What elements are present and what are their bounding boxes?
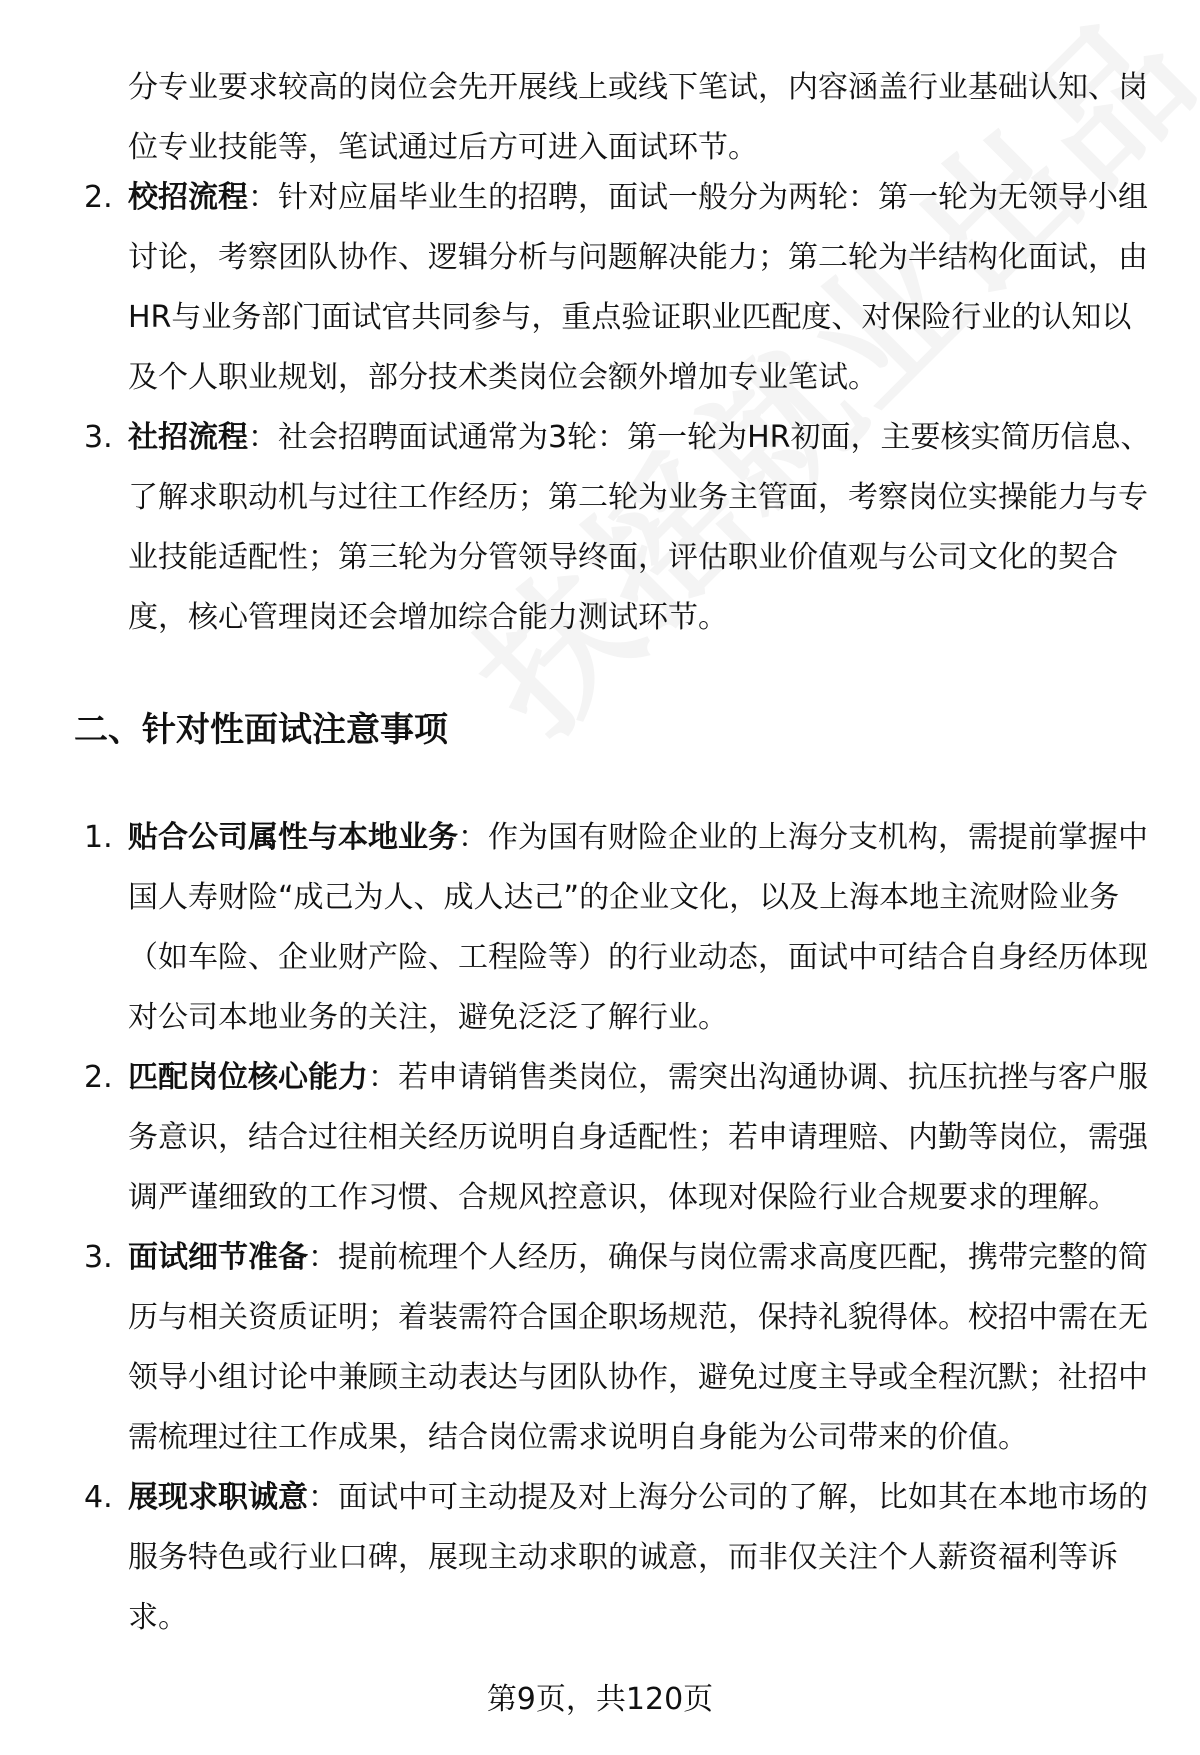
continuation-paragraph: 分专业要求较高的岗位会先开展线上或线下笔试，内容涵盖行业基础认知、岗位专业技能等，笔试通过后方可进入面试环节。 xyxy=(128,70,1148,165)
list-item xyxy=(0,1048,1158,1228)
list-text: 提前梳理个人经历，确保与岗位需求高度匹配，携带完整的简历与相关资质证明；着装需符合国企职场规范，保持礼貌得体。校招中需在无领导小组讨论中兼顾主动表达与团队协作，避免过度主导或全程沉默；社招中需梳理过往工作成果，结合岗位需求说明自身能为公司带来的价值。 xyxy=(128,1240,1148,1455)
page-number-footer: 第9页，共120页 xyxy=(486,1682,714,1717)
list-number: 2. xyxy=(84,1060,113,1095)
interview-notes-list xyxy=(0,808,1200,1648)
list-number: 2. xyxy=(84,180,113,215)
list-term: 社招流程 xyxy=(128,420,248,455)
list-number: 3. xyxy=(84,420,113,455)
list-separator: ： xyxy=(308,1480,338,1515)
list-term: 贴合公司属性与本地业务 xyxy=(128,820,458,855)
list-separator: ： xyxy=(308,1240,338,1275)
list-number: 3. xyxy=(84,1240,113,1275)
recruitment-process-list xyxy=(0,168,1200,648)
list-term: 匹配岗位核心能力 xyxy=(128,1060,368,1095)
list-number: 4. xyxy=(84,1480,113,1515)
list-text: 面试中可主动提及对上海分公司的了解，比如其在本地市场的服务特色或行业口碑，展现主动求职的诚意，而非仅关注个人薪资福利等诉求。 xyxy=(128,1480,1148,1635)
list-number: 1. xyxy=(84,820,113,855)
list-separator: ： xyxy=(368,1060,398,1095)
list-item xyxy=(0,168,1158,408)
list-text: 社会招聘面试通常为3轮：第一轮为HR初面，主要核实简历信息、了解求职动机与过往工作经历；第二轮为业务主管面，考察岗位实操能力与专业技能适配性；第三轮为分管领导终面，评估职业价值观与公司文化的契合度，核心管理岗还会增加综合能力测试环节。 xyxy=(128,420,1151,635)
list-item xyxy=(0,408,1158,648)
list-term: 展现求职诚意 xyxy=(128,1480,308,1515)
list-separator: ： xyxy=(248,420,278,455)
section-heading: 二、针对性面试注意事项 xyxy=(74,710,448,750)
list-term: 面试细节准备 xyxy=(128,1240,308,1275)
list-term: 校招流程 xyxy=(128,180,248,215)
list-separator: ： xyxy=(248,180,278,215)
list-text: 若申请销售类岗位，需突出沟通协调、抗压抗挫与客户服务意识，结合过往相关经历说明自身适配性；若申请理赔、内勤等岗位，需强调严谨细致的工作习惯、合规风控意识，体现对保险行业合规要求的理解。 xyxy=(128,1060,1148,1215)
list-item xyxy=(0,1228,1158,1468)
list-text: 作为国有财险企业的上海分支机构，需提前掌握中国人寿财险“成己为人、成人达己”的企业文化，以及上海本地主流财险业务（如车险、企业财产险、工程险等）的行业动态，面试中可结合自身经历体现对公司本地业务的关注，避免泛泛了解行业。 xyxy=(128,820,1148,1035)
list-item xyxy=(0,1468,1158,1648)
list-text: 针对应届毕业生的招聘，面试一般分为两轮：第一轮为无领导小组讨论，考察团队协作、逻辑分析与问题解决能力；第二轮为半结构化面试，由HR与业务部门面试官共同参与，重点验证职业匹配度、对保险行业的认知以及个人职业规划，部分技术类岗位会额外增加专业笔试。 xyxy=(128,180,1148,395)
list-separator: ： xyxy=(458,820,488,855)
list-item xyxy=(0,808,1158,1048)
